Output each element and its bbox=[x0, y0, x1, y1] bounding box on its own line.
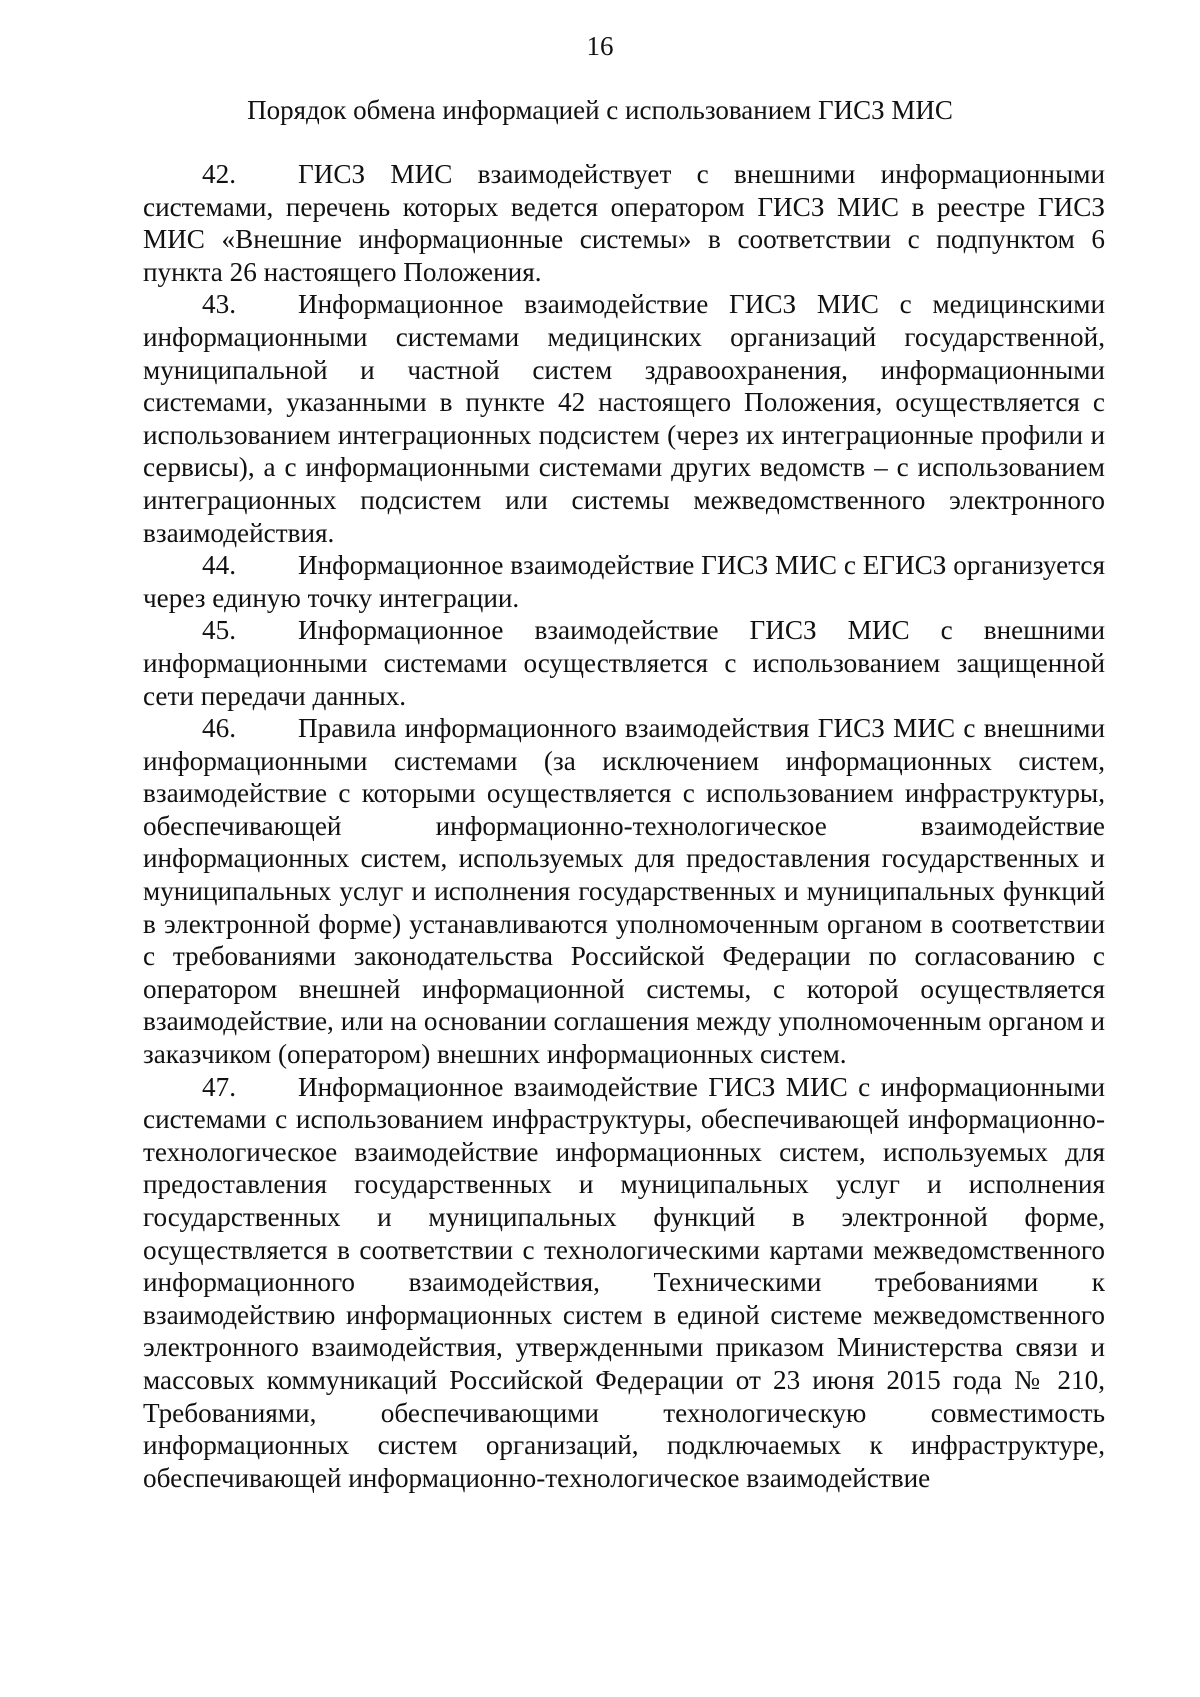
paragraph-number: 44. bbox=[202, 550, 236, 581]
paragraph-text: Информационное взаимодействие ГИСЗ МИС с информационными системами с использованием инфраструктуры, обеспечивающей информационно-технологическое взаимодействие информационных систем, используемых для предоставления государственных и муниципальных услуг и исполнения государственных и муниципальных функций в электронной форме, осуществляется в соответствии с технологическими картами межведомственного информационного взаимодействия, Техническими требованиями к взаимодействию информационных систем в единой системе межведомственного электронного взаимодействия, утвержденными приказом Министерства связи и массовых коммуникаций Российской Федерации от 23 июня 2015 года № 210, Требованиями, обеспечивающими технологическую совместимость информационных систем организаций, подключаемых к инфраструктуре, обеспечивающей информационно-технологическое взаимодействие bbox=[143, 1071, 1105, 1493]
paragraph-number: 42. bbox=[202, 159, 236, 189]
paragraph-text: Правила информационного взаимодействия ГИСЗ МИС с внешними информационными системами (за исключением информационных систем, взаимодействие с которыми осуществляется с использованием инфраструктуры, обеспечивающей информационно-технологическое взаимодействие информационных систем, используемых для предоставления государственных и муниципальных услуг и исполнения государственных и муниципальных функций в электронной форме) устанавливаются уполномоченным органом в соответствии с требованиями законодательства Российской Федерации по согласованию с оператором внешней информационной системы, с которой осуществляется взаимодействие, или на основании соглашения между уполномоченным органом и заказчиком (оператором) внешних информационных систем. bbox=[143, 713, 1105, 1070]
paragraph-44 bbox=[143, 549, 1105, 614]
paragraph-47 bbox=[143, 1071, 1105, 1495]
section-title: Порядок обмена информацией с использованием ГИСЗ МИС bbox=[247, 95, 953, 125]
document-body bbox=[143, 158, 1105, 1494]
paragraph-text: ГИСЗ МИС взаимодействует с внешними информационными системами, перечень которых ведется оператором ГИСЗ МИС в реестре ГИСЗ МИС «Внешние информационные системы» в соответствии с подпунктом 6 пункта 26 настоящего Положения. bbox=[143, 159, 1105, 287]
paragraph-46 bbox=[143, 712, 1105, 1071]
paragraph-text: Информационное взаимодействие ГИСЗ МИС с ЕГИСЗ организуется через единую точку интеграции. bbox=[143, 550, 1105, 613]
paragraph-number: 43. bbox=[202, 289, 236, 320]
paragraph-number: 45. bbox=[202, 615, 236, 646]
paragraph-number: 47. bbox=[202, 1071, 236, 1102]
page-number: 16 bbox=[586, 31, 614, 61]
paragraph-text: Информационное взаимодействие ГИСЗ МИС с внешними информационными системами осуществляется с использованием защищенной сети передачи данных. bbox=[143, 615, 1105, 711]
paragraph-number: 46. bbox=[202, 713, 236, 744]
paragraph-42 bbox=[143, 158, 1105, 288]
paragraph-text: Информационное взаимодействие ГИСЗ МИС с медицинскими информационными системами медицинских организаций государственной, муниципальной и частной систем здравоохранения, информационными системами, указанными в пункте 42 настоящего Положения, осуществляется с использованием интеграционных подсистем (через их интеграционные профили и сервисы), а с информационными системами других ведомств – с использованием интеграционных подсистем или системы межведомственного электронного взаимодействия. bbox=[143, 289, 1105, 548]
paragraph-45 bbox=[143, 614, 1105, 712]
paragraph-43 bbox=[143, 288, 1105, 549]
